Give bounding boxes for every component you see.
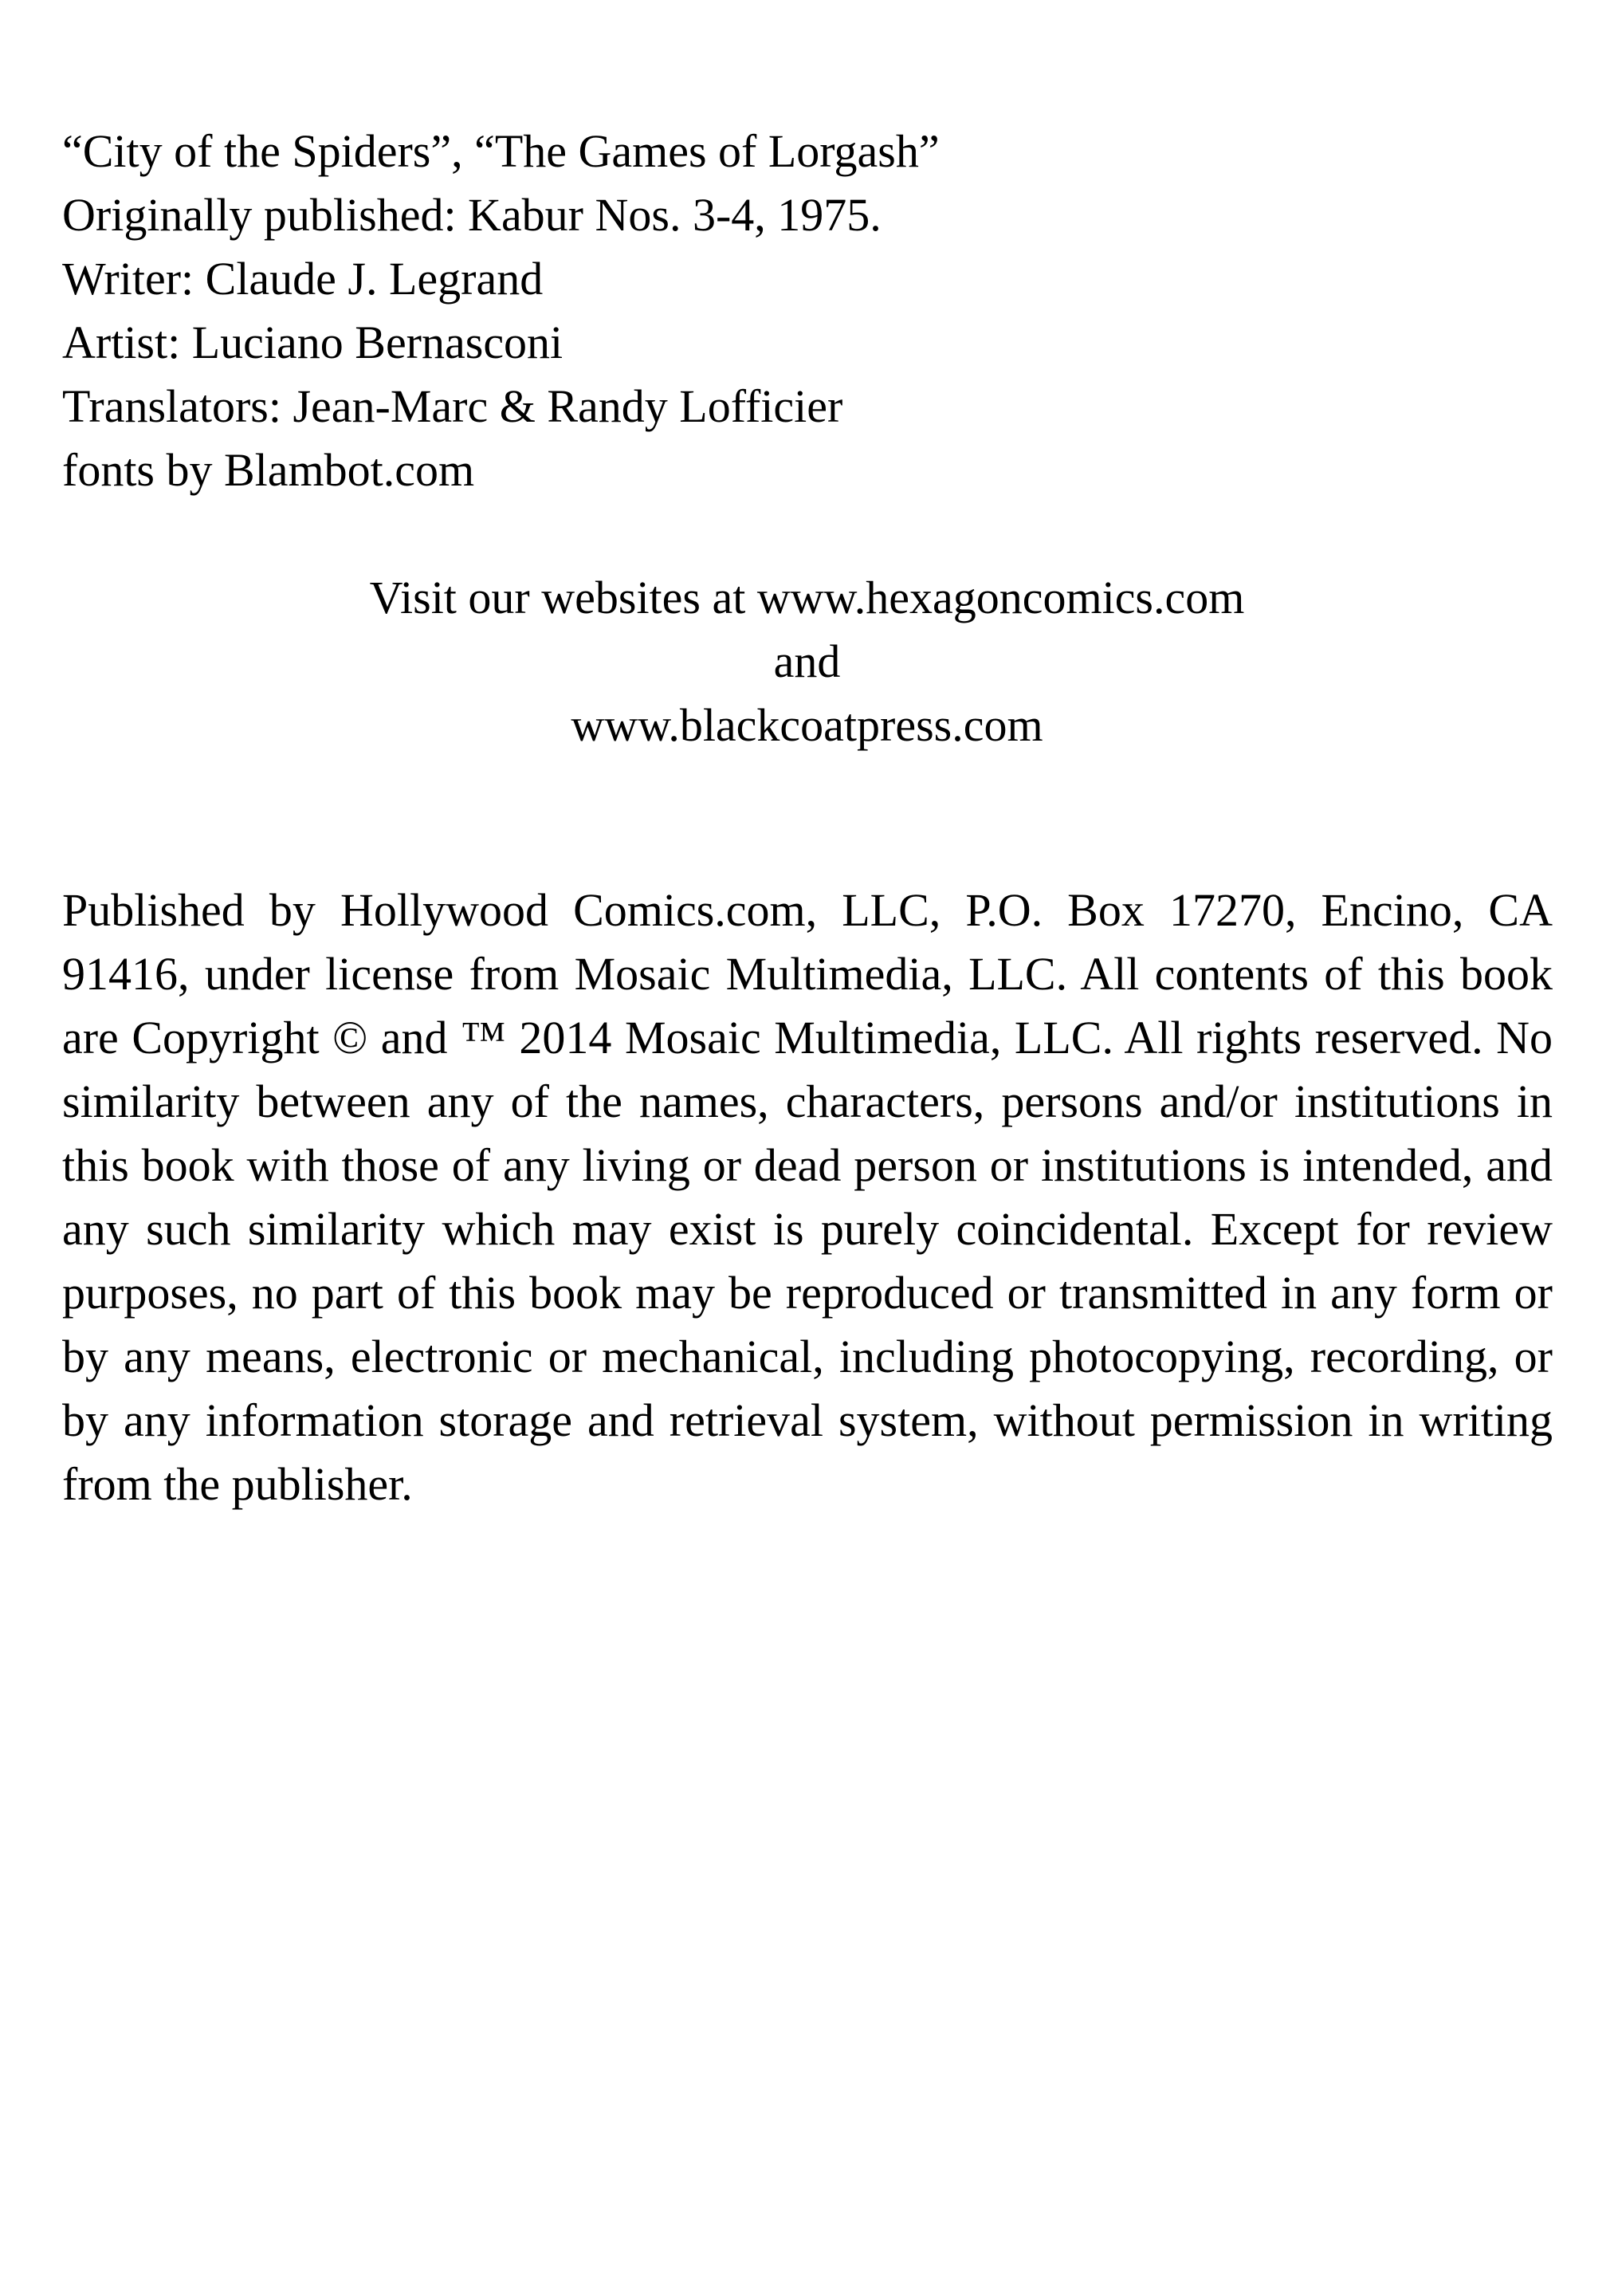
writer-credit: Writer: Claude J. Legrand [62, 253, 544, 305]
legal-notice: Published by Hollywood Comics.com, LLC, P.O. Box 17270, Encino, CA 91416, under license from Mosaic Multimedia, LLC. All contents of this book are Copyright © and ™ 2014 Mosaic Multimedia, LLC. All rights reserved. No similarity between any of the names, characters, persons and/or institutions in this book with those of any living or dead person or institutions is intended, and any such similarity which may exist is purely coincidental. Except for review purposes, no part of this book may be reproduced or transmitted in any form or by any means, electronic or mechanical, including photocopying, recording, or by any information storage and retrieval system, without permission in writing from the publisher. [62, 884, 1553, 1510]
artist-credit: Artist: Luciano Bernasconi [62, 316, 564, 368]
websites-line-3: www.blackcoatpress.com [571, 699, 1043, 751]
websites-block [0, 566, 1614, 757]
translators-credit: Translators: Jean-Marc & Randy Lofficier [62, 380, 843, 432]
websites-line-2: and [773, 635, 841, 687]
websites-line-1: Visit our websites at www.hexagoncomics.com [369, 572, 1245, 623]
fonts-credit: fonts by Blambot.com [62, 444, 475, 496]
publication-info: Originally published: Kabur Nos. 3-4, 1975. [62, 189, 882, 241]
credits-block [62, 120, 1553, 502]
story-titles: “City of the Spiders”, “The Games of Lorgash” [62, 125, 940, 177]
